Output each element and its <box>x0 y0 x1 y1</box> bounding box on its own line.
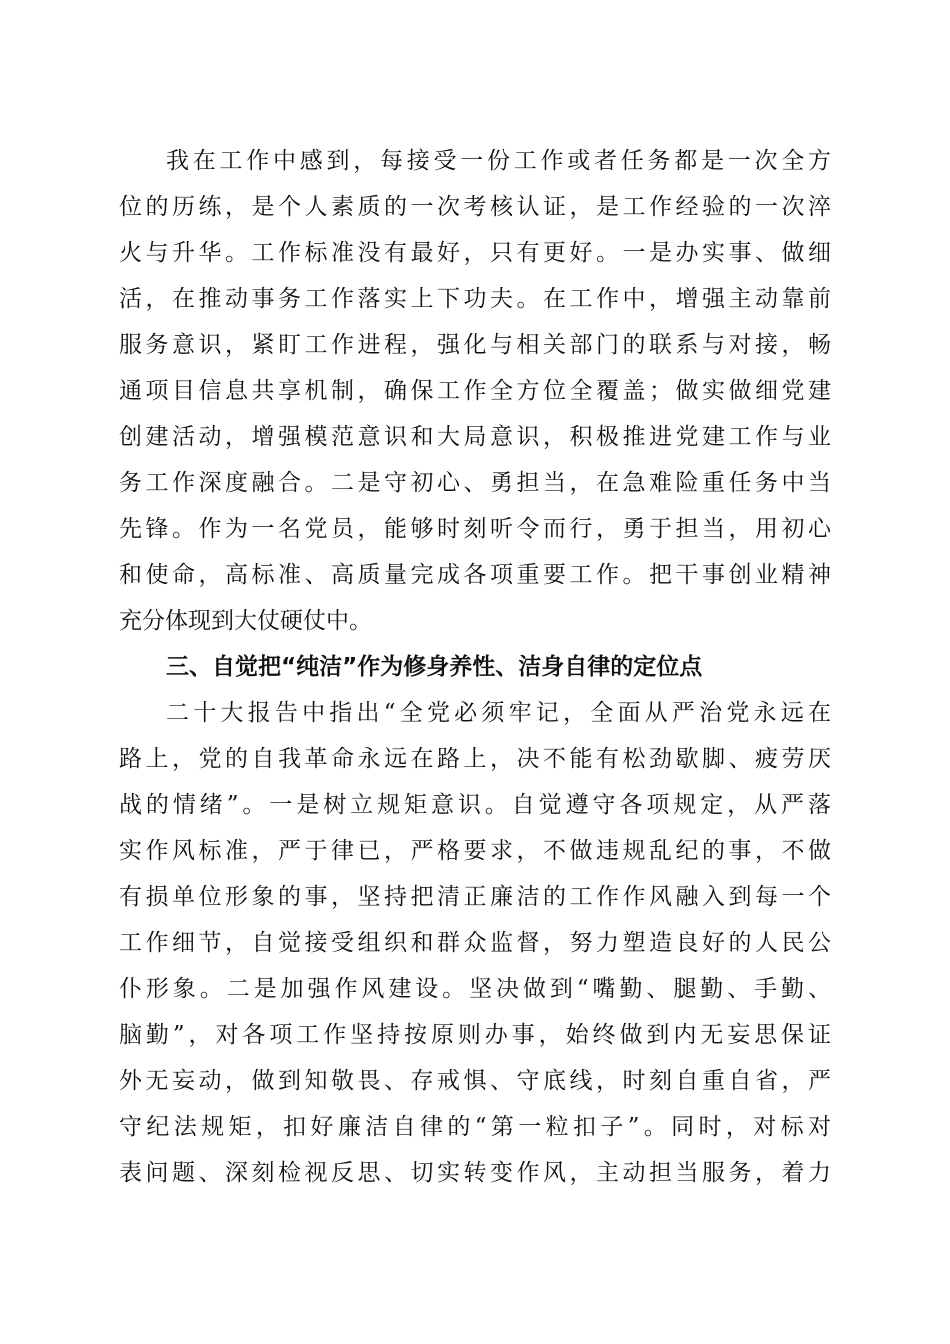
paragraph-line: 创建活动，增强模范意识和大局意识，积极推进党建工作与业 <box>119 424 831 450</box>
paragraph-line: 外无妄动，做到知敬畏、存戒惧、守底线，时刻自重自省，严 <box>119 1068 831 1094</box>
paragraph-line: 仆形象。二是加强作风建设。坚决做到“嘴勤、腿勤、手勤、 <box>119 976 831 1002</box>
paragraph-line: 务工作深度融合。二是守初心、勇担当，在急难险重任务中当 <box>119 470 831 496</box>
paragraph-line: 先锋。作为一名党员，能够时刻听令而行，勇于担当，用初心 <box>119 516 831 542</box>
paragraph-line: 表问题、深刻检视反思、切实转变作风，主动担当服务，着力 <box>119 1160 831 1186</box>
paragraph-line: 有损单位形象的事，坚持把清正廉洁的工作作风融入到每一个 <box>119 884 831 910</box>
paragraph-line: 火与升华。工作标准没有最好，只有更好。一是办实事、做细 <box>119 240 831 266</box>
paragraph-line: 脑勤”，对各项工作坚持按原则办事，始终做到内无妄思保证 <box>119 1022 831 1048</box>
paragraph-line: 通项目信息共享机制，确保工作全方位全覆盖；做实做细党建 <box>119 378 831 404</box>
paragraph-line: 实作风标准，严于律已，严格要求，不做违规乱纪的事，不做 <box>119 838 831 864</box>
paragraph-line: 位的历练，是个人素质的一次考核认证，是工作经验的一次淬 <box>119 194 831 220</box>
paragraph-line: 我在工作中感到，每接受一份工作或者任务都是一次全方 <box>166 148 831 174</box>
paragraph-line: 路上，党的自我革命永远在路上，决不能有松劲歇脚、疲劳厌 <box>119 746 831 772</box>
paragraph-line: 和使命，高标准、高质量完成各项重要工作。把干事创业精神 <box>119 562 831 588</box>
paragraph-line: 服务意识，紧盯工作进程，强化与相关部门的联系与对接，畅 <box>119 332 831 358</box>
paragraph-line: 二十大报告中指出“全党必须牢记，全面从严治党永远在 <box>166 700 831 726</box>
paragraph-line: 充分体现到大仗硬仗中。 <box>119 608 372 634</box>
paragraph-line: 守纪法规矩，扣好廉洁自律的“第一粒扣子”。同时，对标对 <box>119 1114 831 1140</box>
paragraph-line: 战的情绪”。一是树立规矩意识。自觉遵守各项规定，从严落 <box>119 792 831 818</box>
section-heading: 三、自觉把“纯洁”作为修身养性、洁身自律的定位点 <box>166 654 703 680</box>
paragraph-line: 工作细节，自觉接受组织和群众监督，努力塑造良好的人民公 <box>119 930 831 956</box>
paragraph-line: 活，在推动事务工作落实上下功夫。在工作中，增强主动靠前 <box>119 286 831 312</box>
